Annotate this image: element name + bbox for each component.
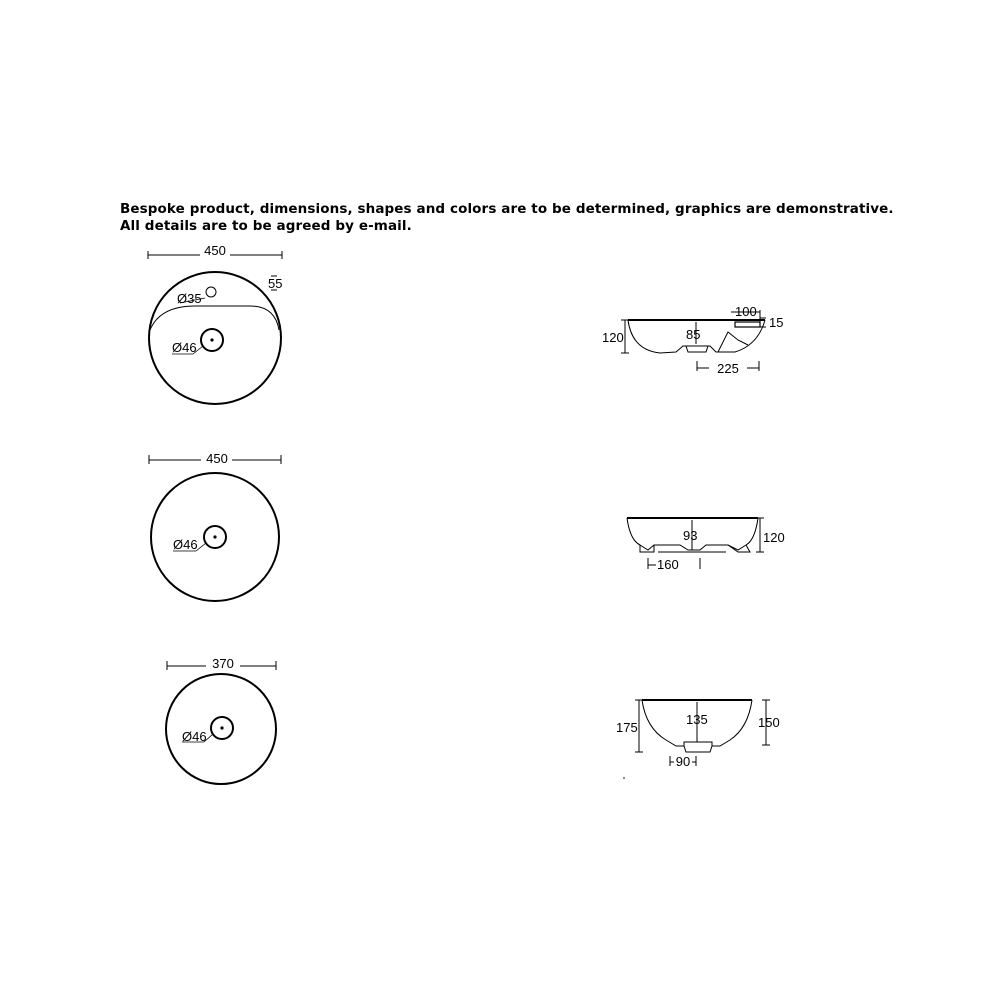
- basin-3-height-label: 150: [758, 715, 780, 730]
- basin-2-base-width-label: 160: [657, 557, 679, 572]
- basin-1-side-view: [602, 304, 783, 376]
- basin-1-tap-hole: [206, 287, 216, 297]
- basin-1-rim: [149, 272, 281, 404]
- basin-1-drain-center: [210, 338, 213, 341]
- basin-1-width-label: 450: [204, 243, 226, 258]
- basin-1-tap-deck-label: 100: [735, 304, 757, 319]
- basin-3-base-width-label: 90: [675, 754, 691, 769]
- basin-1-deck-thickness-label: 15: [769, 315, 784, 330]
- basin-1-tap-hole-label: Ø35: [177, 291, 202, 306]
- basin-1-tap-deck: [735, 322, 760, 327]
- basin-3-depth-label: 135: [686, 712, 708, 727]
- basin-2-drain-label: Ø46: [173, 537, 198, 552]
- basin-1-width-dimension: [148, 243, 282, 259]
- basin-2-drain-center: [213, 535, 216, 538]
- basin-1-depth-label: 85: [686, 327, 701, 342]
- basin-1-top-view: [148, 243, 282, 404]
- basin-2-width-label: 450: [206, 451, 228, 466]
- basin-3-drain-label: Ø46: [182, 729, 207, 744]
- basin-1-offset-label: 55: [268, 276, 283, 291]
- basin-2-width-dimension: [149, 451, 281, 466]
- basin-1-base-width-label: 225: [717, 361, 739, 376]
- basin-3-width-label: 370: [212, 656, 234, 671]
- basin-1-drain-label: Ø46: [172, 340, 197, 355]
- basin-2-height-label: 120: [763, 530, 785, 545]
- disclaimer-text: Bespoke product, dimensions, shapes and colors are to be determined, graphics are demonstrative. All details are to be agreed by e-mail.: [120, 201, 894, 234]
- basin-3-side-waste: [684, 746, 712, 752]
- basin-3-outer-height-label: 175: [616, 720, 638, 735]
- basin-2-top-view: [149, 451, 281, 601]
- basin-2-side-view: [627, 518, 785, 572]
- basin-3-top-view: [166, 656, 276, 784]
- basin-1-side-waste: [686, 346, 708, 352]
- basin-3-width-dimension: [167, 656, 276, 671]
- basin-3-side-view: [616, 700, 780, 779]
- basin-3-drain-center: [220, 726, 223, 729]
- basin-2-depth-label: 93: [683, 528, 698, 543]
- basin-1-height-label: 120: [602, 330, 624, 345]
- basin-1-tap-deck-edge: [150, 306, 279, 330]
